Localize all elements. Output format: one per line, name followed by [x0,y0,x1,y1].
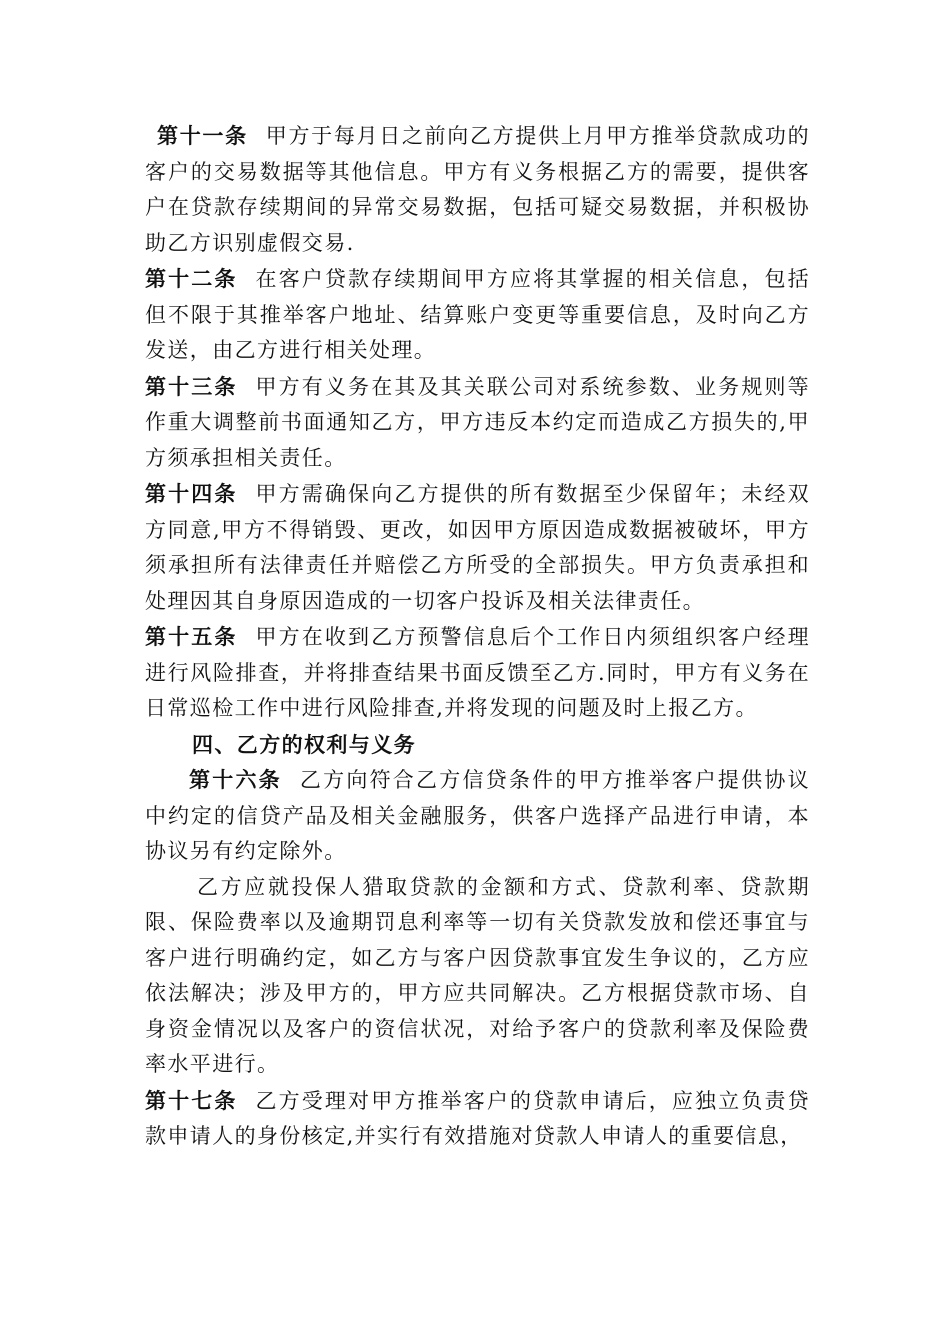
article-11-text: 甲方于每月日之前向乙方提供上月甲方推举贷款成功的客户的交易数据等其他信息。甲方有义务根据乙方的需要，提供客户在贷款存续期间的异常交易数据，包括可疑交易数据，并积极协助乙方识别虚假交易. [145,124,810,255]
article-11 [145,118,810,261]
article-12-heading: 第十二条 [145,266,238,291]
section-4-title: 四、乙方的权利与义务 [192,731,416,757]
article-12 [145,261,810,369]
article-13 [145,369,810,477]
article-12-text: 在客户贷款存续期间甲方应将其掌握的相关信息，包括但不限于其推举客户地址、结算账户变更等重要信息，及时向乙方发送，由乙方进行相关处理。 [145,267,810,362]
article-11-heading: 第十一条 [157,123,248,148]
article-13-heading: 第十三条 [145,373,238,399]
article-13-text: 甲方有义务在其及其关联公司对系统参数、业务规则等作重大调整前书面通知乙方，甲方违反本约定而造成乙方损失的,甲方须承担相关责任。 [145,374,810,470]
article-16-text: 乙方向符合乙方信贷条件的甲方推举客户提供协议中约定的信贷产品及相关金融服务，供客户选择产品进行申请，本协议另有约定除外。 [145,768,810,863]
article-15-text: 甲方在收到乙方预警信息后个工作日内须组织客户经理进行风险排查，并将排查结果书面反馈至乙方.同时，甲方有义务在日常巡检工作中进行风险排查,并将发现的问题及时上报乙方。 [145,625,810,720]
article-17-heading: 第十七条 [145,1087,238,1113]
article-17-text: 乙方受理对甲方推举客户的贷款申请后，应独立负责贷款申请人的身份核定,并实行有效措施对贷款人申请人的重要信息， [145,1088,810,1148]
article-16-paragraph-2: 乙方应就投保人猎取贷款的金额和方式、贷款利率、贷款期限、保险费率以及逾期罚息利率等一切有关贷款发放和偿还事宜与客户进行明确约定，如乙方与客户因贷款事宜发生争议的，乙方应依法解决；涉及甲方的，甲方应共同解决。乙方根据贷款市场、自身资金情况以及客户的资信状况，对给予客户的贷款利率及保险费率水平进行。 [145,874,810,1076]
article-14-text: 甲方需确保向乙方提供的所有数据至少保留年；未经双方同意,甲方不得销毁、更改，如因甲方原因造成数据被破坏，甲方须承担所有法律责任并赔偿乙方所受的全部损失。甲方负责承担和处理因其自身原因造成的一切客户投诉及相关法律责任。 [145,482,810,613]
article-16 [145,762,810,870]
article-15 [145,619,810,727]
article-15-heading: 第十五条 [145,624,238,649]
document-body [145,118,810,1155]
article-14-heading: 第十四条 [145,481,238,506]
article-17 [145,1083,810,1155]
article-14 [145,476,810,619]
article-16-heading: 第十六条 [189,767,282,792]
